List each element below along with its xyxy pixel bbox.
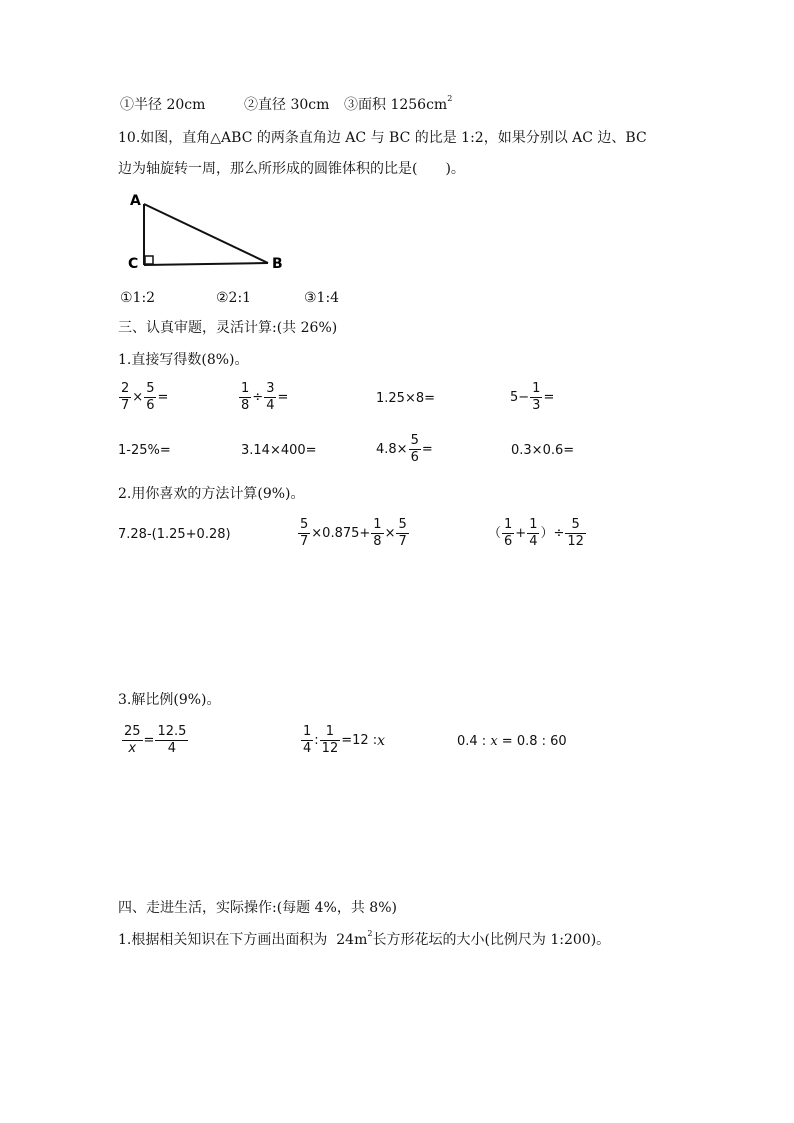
label-c: C bbox=[128, 256, 139, 272]
q10-option-b: ②2:1 bbox=[216, 290, 252, 306]
fraction: $\frac{5}{7}$ bbox=[300, 517, 309, 549]
section3-p1-title: 1.直接写得数(8%)。 bbox=[118, 352, 249, 368]
q10-option-c: ③1:4 bbox=[304, 290, 340, 306]
q9-option-a: ①半径 20cm bbox=[120, 97, 206, 113]
section3-p2-title: 2.用你喜欢的方法计算(9%)。 bbox=[118, 486, 305, 502]
q9-option-b: ②直径 30cm bbox=[244, 97, 330, 113]
right-angle-mark bbox=[145, 256, 153, 264]
q10-option-a: ①1:2 bbox=[120, 290, 156, 306]
fraction: $\frac{25}{x}$ bbox=[124, 724, 141, 756]
calc-item-g: 4.8× $\frac{5}{6}$ = bbox=[376, 433, 433, 465]
fraction: $\frac{1}{8}$ bbox=[373, 517, 382, 549]
calc2-item-a: 7.28-(1.25+0.28) bbox=[118, 527, 231, 542]
fraction: $\frac{5}{6}$ bbox=[410, 433, 419, 465]
calc-item-a: $\frac{2}{7}$ × $\frac{5}{6}$ = bbox=[121, 381, 169, 413]
label-b: B bbox=[272, 256, 283, 272]
fraction: $\frac{12.5}{4}$ bbox=[157, 724, 187, 756]
fraction: $\frac{1}{4}$ bbox=[529, 517, 538, 549]
section3-title: 三、认真审题，灵活计算:(共 26%) bbox=[118, 320, 338, 336]
fraction: $\frac{3}{4}$ bbox=[266, 381, 275, 413]
calc-item-h: 0.3×0.6= bbox=[511, 443, 575, 458]
fraction: 1 6 bbox=[504, 517, 513, 549]
calc-item-e: 1-25%= bbox=[118, 443, 171, 458]
fraction: $\frac{2}{7}$ bbox=[121, 381, 130, 413]
fraction: $\frac{5}{12}$ bbox=[567, 517, 584, 549]
calc-item-b: $\frac{1}{8}$ ÷ $\frac{3}{4}$ = bbox=[241, 381, 289, 413]
proportion-b: 1 4 : $\frac{1}{12}$ =12 : x bbox=[303, 724, 386, 756]
proportion-a: $\frac{25}{x}$ = $\frac{12.5}{4}$ bbox=[124, 724, 187, 756]
q9-option-c: ③面积 $1256cm^2$ bbox=[344, 94, 453, 113]
fraction: 1 4 bbox=[303, 724, 312, 756]
fraction: $\frac{5}{6}$ bbox=[146, 381, 155, 413]
q10-line1: 10.如图，直角△ABC 的两条直角边 AC 与 BC 的比是 1:2，如果分别以 AC 边、BC bbox=[118, 130, 647, 146]
fraction: $\frac{1}{12}$ bbox=[321, 724, 339, 756]
edge-cb bbox=[144, 263, 268, 265]
section4-q1: 1.根据相关知识在下方画出面积为 $24m^2$长方形花坛的大小(比例尺为 1:200)。 bbox=[118, 929, 611, 948]
section4-title: 四、走进生活，实际操作:(每题 4%，共 8%) bbox=[118, 900, 397, 916]
label-a: A bbox=[130, 193, 141, 209]
fraction: $\frac{5}{7}$ bbox=[398, 517, 407, 549]
edge-ab bbox=[144, 204, 268, 263]
fraction: $\frac{1}{8}$ bbox=[241, 381, 250, 413]
fraction: $\frac{1}{3}$ bbox=[532, 381, 541, 413]
calc2-item-b: $\frac{5}{7}$ ×0.875+ $\frac{1}{8}$ × $\frac{5}{7}$ bbox=[300, 517, 407, 549]
triangle-figure bbox=[120, 190, 300, 275]
proportion-c: 0.4 : x = 0.8 : 60 bbox=[457, 734, 567, 749]
section3-p3-title: 3.解比例(9%)。 bbox=[118, 692, 221, 708]
q10-line2: 边为轴旋转一周，那么所形成的圆锥体积的比是( )。 bbox=[118, 161, 465, 177]
calc2-item-c: （ 1 6 + $\frac{1}{4}$ ） ÷ $\frac{5}{12}$ bbox=[488, 517, 584, 549]
calc-item-f: 3.14×400= bbox=[241, 443, 317, 458]
q9-superscript: 2 bbox=[447, 94, 453, 103]
calc-item-d: 5− $\frac{1}{3}$ = bbox=[510, 381, 555, 413]
calc-item-c: 1.25×8= bbox=[376, 391, 436, 406]
